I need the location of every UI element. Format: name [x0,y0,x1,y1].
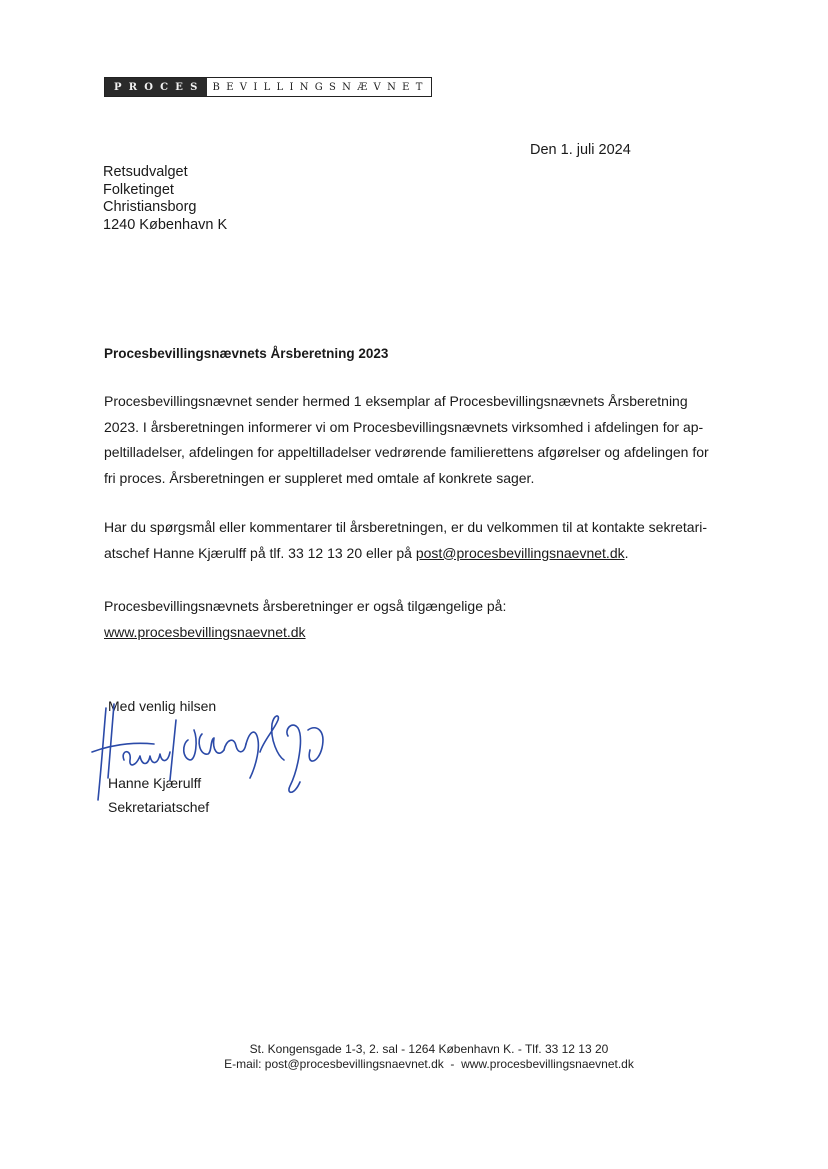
recipient-line: Retsudvalget [103,164,188,180]
footer-address: St. Kongensgade 1-3, 2. sal - 1264 København K. - Tlf. 33 12 13 20 [249,1042,609,1056]
letter-date: Den 1. juli 2024 [530,142,631,158]
paragraph-line: peltilladelser, afdelingen for appeltilladelser vedrørende familierettens afgørelser og afdelingen for [104,444,709,460]
paragraph-line: fri proces. Årsberetningen er suppleret med omtale af konkrete sager. [104,469,535,486]
contact-text: atschef Hanne Kjærulff på tlf. 33 12 13 20 eller på [104,544,416,561]
website-link[interactable]: www.procesbevillingsnaevnet.dk [104,623,306,640]
paragraph-line [104,620,736,646]
paragraph-line: Har du spørgsmål eller kommentarer til årsberetningen, er du velkommen til at kontakte sekretari- [104,519,708,535]
recipient-line: Christiansborg [103,199,197,215]
signer-name: Hanne Kjærulff [108,775,202,791]
email-link[interactable]: post@procesbevillingsnaevnet.dk [415,544,625,561]
handwritten-signature [84,700,344,810]
footer-contact: E-mail: post@procesbevillingsnaevnet.dk - www.procesbevillingsnaevnet.dk [224,1057,634,1071]
paragraph-line: Procesbevillingsnævnets årsberetninger er også tilgængelige på: [104,598,507,614]
contact-suffix: . [624,544,629,561]
paragraph-intro [104,389,736,491]
paragraph-website [104,594,736,645]
closing-greeting: Med venlig hilsen [108,698,217,714]
letter-footer [0,1042,828,1072]
logo-part-dark: PROCES [105,78,207,96]
letter-subject: Procesbevillingsnævnets Årsberetning 2023 [104,346,389,361]
logo [104,77,432,97]
signer-title: Sekretariatschef [108,799,210,815]
paragraph-contact [104,515,736,566]
recipient-line: Folketinget [103,181,174,198]
paragraph-line [104,541,736,567]
paragraph-line: Procesbevillingsnævnet sender hermed 1 eksemplar af Procesbevillingsnævnets Årsberetning [104,393,688,409]
paragraph-line: 2023. I årsberetningen informerer vi om Procesbevillingsnævnets virksomhed i afdelingen for ap- [104,418,704,435]
logo-part-light: BEVILLINGSNÆVNET [207,78,431,96]
recipient-address [103,164,227,234]
recipient-line: 1240 København K [103,216,228,233]
